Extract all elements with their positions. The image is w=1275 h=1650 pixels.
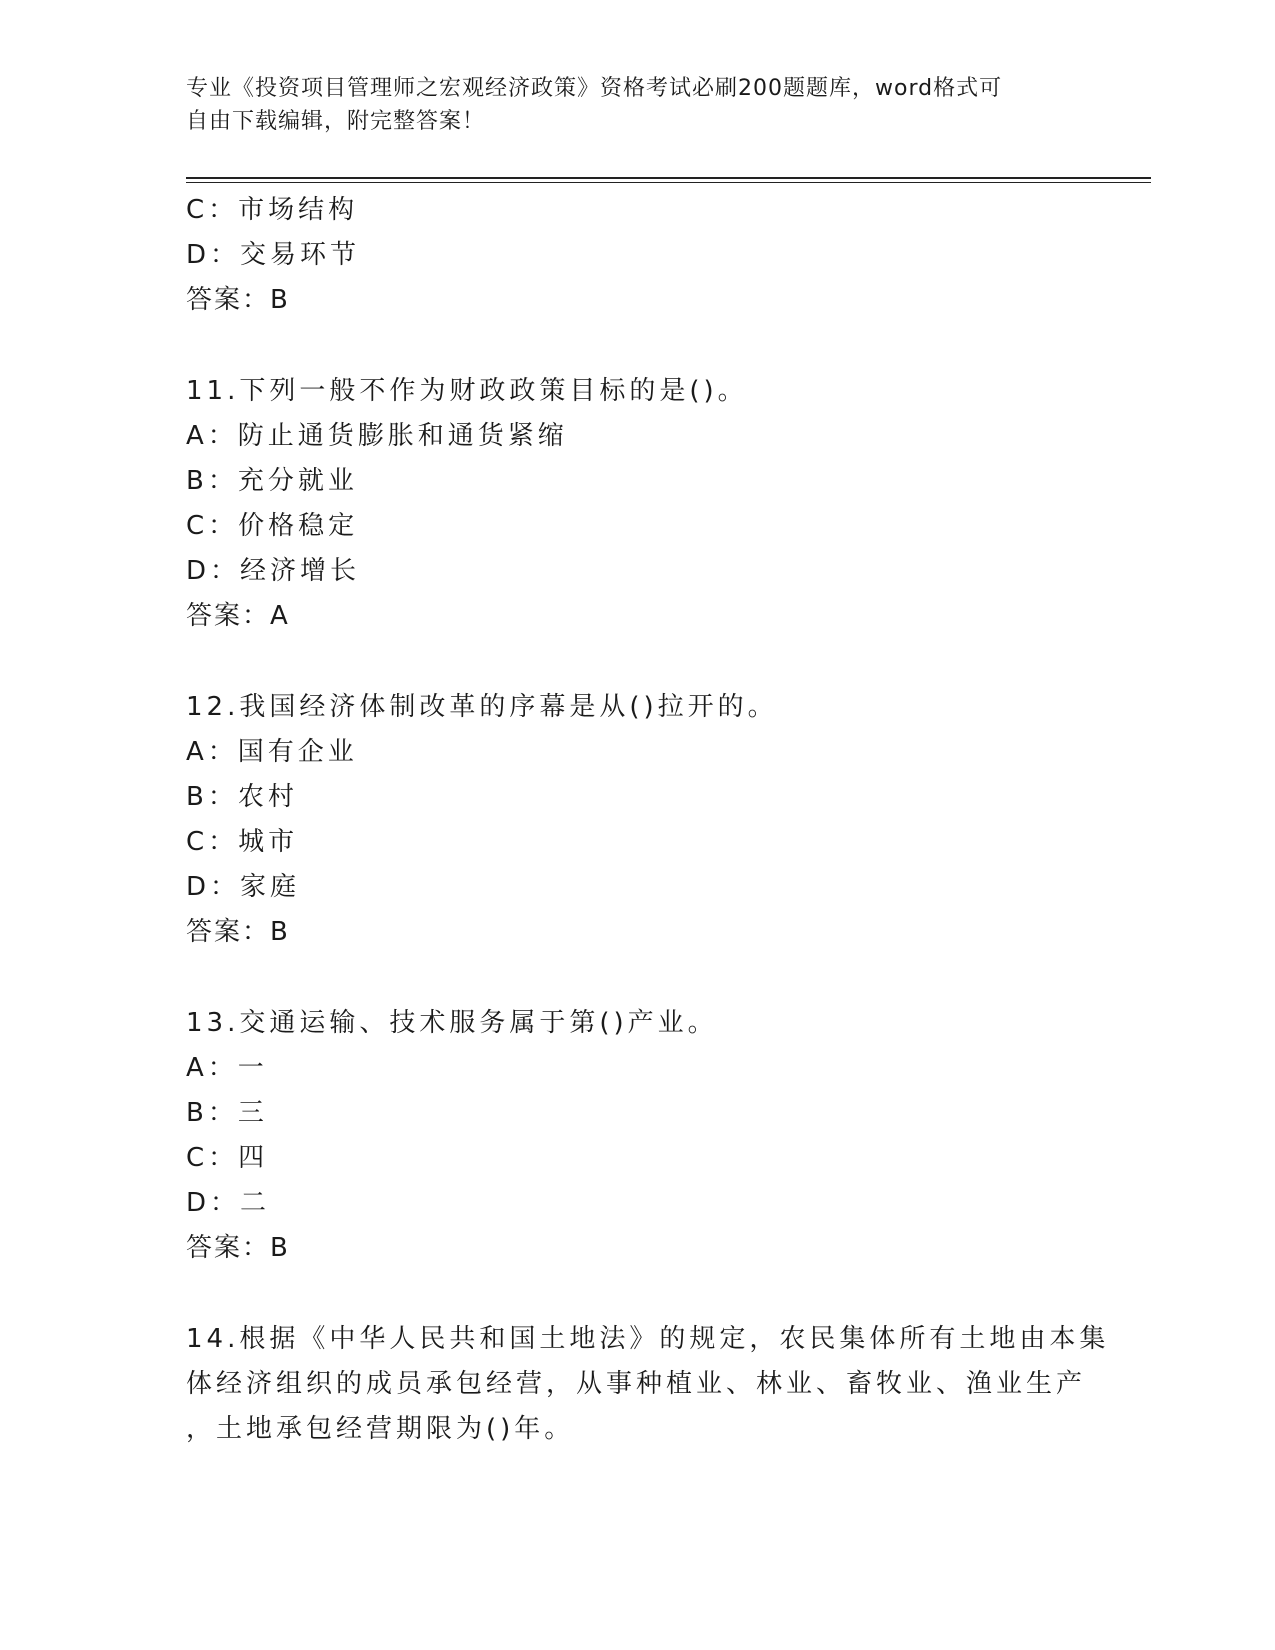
header-divider-thick <box>186 177 1151 179</box>
spacer <box>186 955 1086 1001</box>
spacer <box>186 323 1086 369</box>
question-12 <box>186 685 1086 955</box>
question-stem: 13.交通运输、技术服务属于第()产业。 <box>186 1008 718 1038</box>
answer: 答案：B <box>186 917 290 947</box>
question-stem-line-3: ，土地承包经营期限为()年。 <box>186 1414 575 1444</box>
question-stem-line-1: 14.根据《中华人民共和国土地法》的规定，农民集体所有土地由本集 <box>186 1324 1110 1354</box>
answer: 答案：B <box>186 1233 290 1263</box>
answer: 答案：B <box>186 285 290 315</box>
header-line-1: 专业《投资项目管理师之宏观经济政策》资格考试必刷200题题库，word格式可 <box>186 76 1003 101</box>
question-13 <box>186 1001 1086 1271</box>
question-stem: 12.我国经济体制改革的序幕是从()拉开的。 <box>186 692 778 722</box>
document-header <box>186 72 1066 138</box>
option-a: A：国有企业 <box>186 737 358 767</box>
option-c: C：价格稳定 <box>186 511 359 541</box>
option-c: C：四 <box>186 1143 269 1173</box>
question-14 <box>186 1317 1110 1452</box>
option-b: B：农村 <box>186 782 298 812</box>
option-d: D：交易环节 <box>186 240 361 270</box>
question-10-tail <box>186 188 1086 323</box>
header-divider-thin <box>186 182 1151 183</box>
question-list <box>186 188 1110 1452</box>
header-line-2: 自由下载编辑，附完整答案！ <box>186 109 486 134</box>
option-d: D：家庭 <box>186 872 301 902</box>
spacer <box>186 639 1086 685</box>
option-b: B：三 <box>186 1098 268 1128</box>
option-b: B：充分就业 <box>186 466 358 496</box>
option-a: A：一 <box>186 1053 268 1083</box>
option-c: C：市场结构 <box>186 195 359 225</box>
question-stem-line-2: 体经济组织的成员承包经营，从事种植业、林业、畜牧业、渔业生产 <box>186 1369 1087 1399</box>
question-11 <box>186 369 1086 639</box>
option-a: A：防止通货膨胀和通货紧缩 <box>186 421 568 451</box>
answer: 答案：A <box>186 601 290 631</box>
question-stem: 11.下列一般不作为财政政策目标的是()。 <box>186 376 748 406</box>
option-d: D：经济增长 <box>186 556 361 586</box>
option-d: D：二 <box>186 1188 271 1218</box>
spacer <box>186 1271 1086 1317</box>
option-c: C：城市 <box>186 827 299 857</box>
